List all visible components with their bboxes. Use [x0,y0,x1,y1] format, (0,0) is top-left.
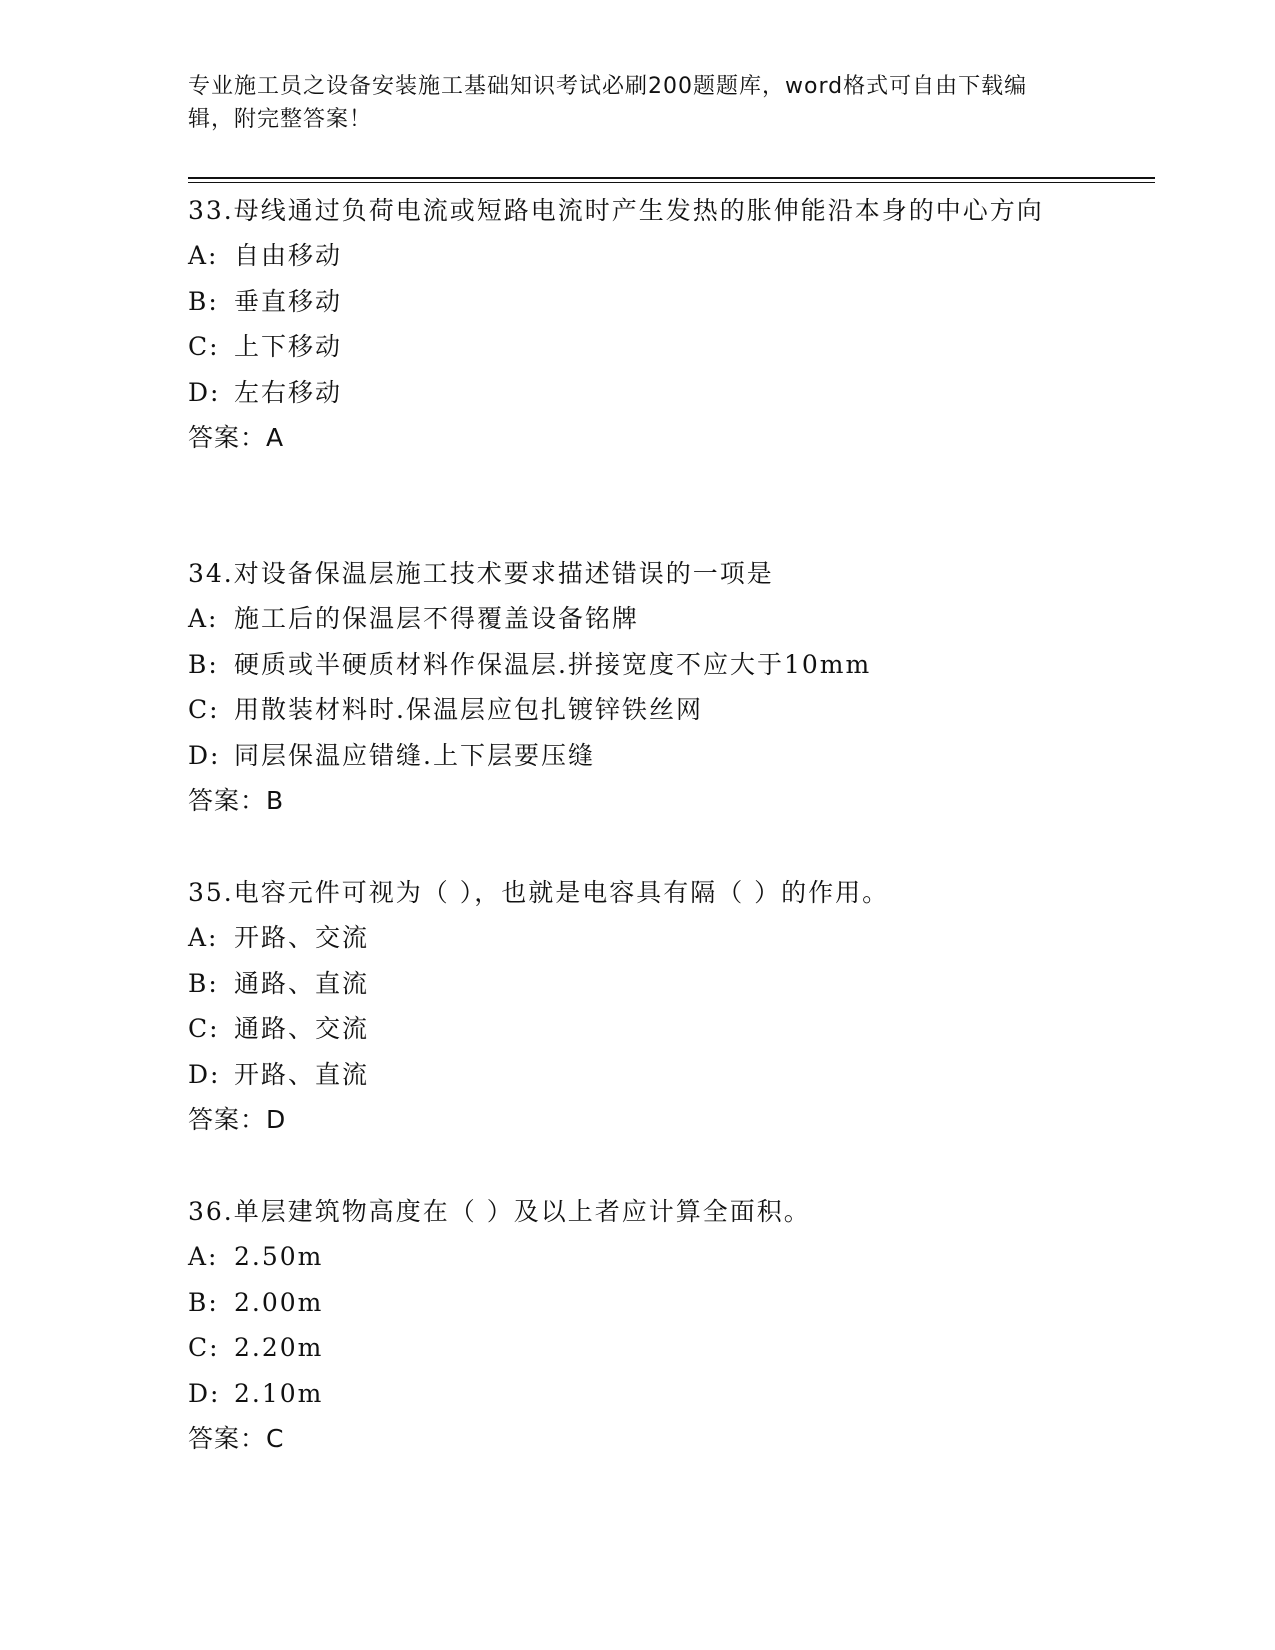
option-text: 开路、直流 [234,1059,370,1089]
option-text: 2.20m [234,1333,324,1362]
option-text: 开路、交流 [234,923,370,952]
header-divider-thin [188,182,1155,183]
option-text: 垂直移动 [234,286,343,316]
option-text: 通路、交流 [234,1014,370,1043]
option-text: 通路、直流 [234,968,370,998]
option-d [188,1052,1088,1098]
option-letter: D: [188,1378,221,1408]
option-letter: A: [188,1242,219,1271]
option-b [188,642,1088,688]
answer-line: 答案：D [188,1105,287,1134]
answer-line: 答案：A [188,423,285,452]
option-a [188,596,1088,642]
option-d [188,1371,1088,1417]
option-text: 上下移动 [234,332,343,361]
question-34 [188,551,1088,823]
option-d [188,733,1088,779]
answer-line: 答案：C [188,1424,285,1453]
option-c [188,1325,1088,1371]
option-text: 左右移动 [234,377,343,407]
option-text: 2.00m [234,1287,324,1317]
question-stem: 36.单层建筑物高度在（ ）及以上者应计算全面积。 [188,1197,811,1226]
question-33 [188,188,1088,460]
option-letter: D: [188,740,221,770]
option-text: 2.10m [234,1378,324,1408]
option-b [188,1280,1088,1326]
option-letter: C: [188,1333,220,1362]
header-divider-thick [188,177,1155,179]
option-letter: B: [188,968,219,998]
option-text: 施工后的保温层不得覆盖设备铭牌 [234,604,640,633]
option-text: 用散装材料时.保温层应包扎镀锌铁丝网 [234,695,703,724]
question-stem: 35.电容元件可视为（ ），也就是电容具有隔（ ）的作用。 [188,878,890,907]
option-a [188,233,1088,279]
option-text: 硬质或半硬质材料作保温层.拼接宽度不应大于10mm [234,649,872,679]
option-text: 同层保温应错缝.上下层要压缝 [234,740,595,770]
option-text: 2.50m [234,1242,324,1271]
option-c [188,1006,1088,1052]
option-letter: B: [188,649,219,679]
option-d [188,370,1088,416]
header-text: 专业施工员之设备安装施工基础知识考试必刷200题题库，word格式可自由下载编辑，附完整答案！ [188,74,1028,132]
option-letter: C: [188,332,220,361]
option-text: 自由移动 [234,241,343,270]
option-letter: D: [188,377,221,407]
document-header [188,70,1068,136]
option-letter: C: [188,695,220,724]
option-letter: C: [188,1014,220,1043]
option-letter: D: [188,1059,221,1089]
option-c [188,687,1088,733]
option-a [188,1234,1088,1280]
option-c [188,324,1088,370]
option-letter: A: [188,923,219,952]
answer-line: 答案：B [188,786,285,815]
option-b [188,279,1088,325]
option-letter: B: [188,1287,219,1317]
question-stem: 33.母线通过负荷电流或短路电流时产生发热的胀伸能沿本身的中心方向 [188,196,1044,225]
question-36 [188,1189,1088,1461]
question-35 [188,870,1088,1142]
option-letter: A: [188,241,219,270]
option-a [188,915,1088,961]
option-b [188,961,1088,1007]
option-letter: A: [188,604,219,633]
question-stem: 34.对设备保温层施工技术要求描述错误的一项是 [188,559,774,588]
option-letter: B: [188,286,219,316]
